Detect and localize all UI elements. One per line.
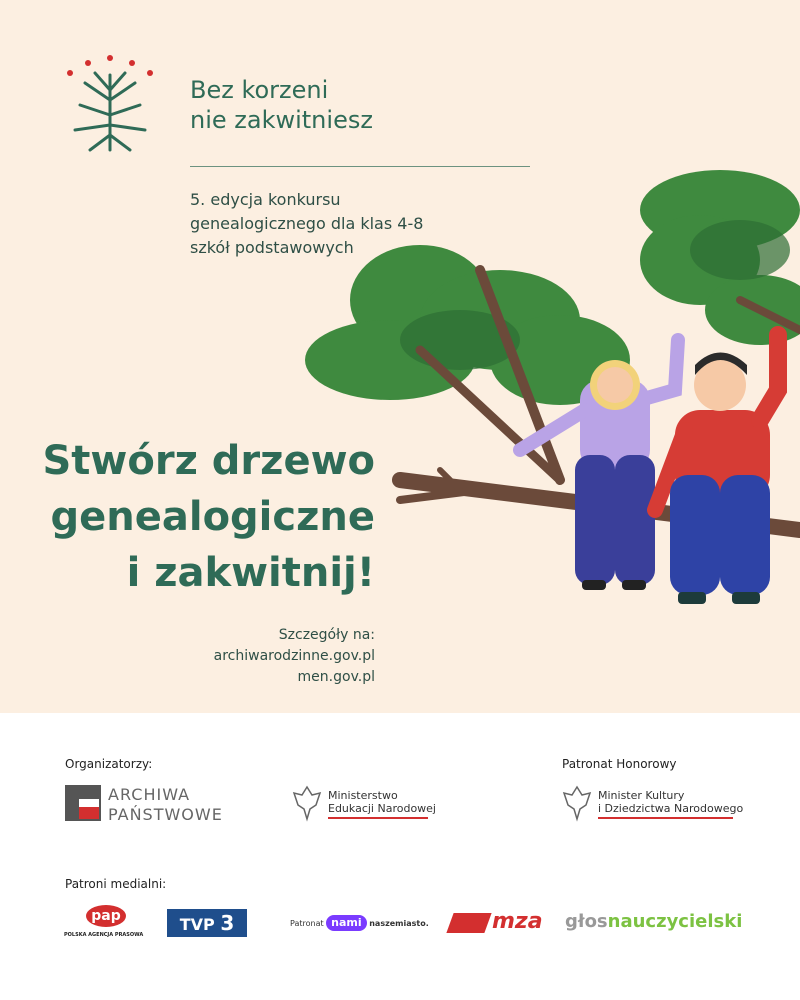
subtitle-line-1: 5. edycja konkursu: [190, 190, 341, 209]
nami-suffix: naszemiasto.: [369, 919, 429, 928]
nami-badge: nami: [326, 915, 367, 931]
headline-line-2: genealogiczne: [50, 494, 375, 540]
glos-logo: [565, 911, 742, 932]
eagle-icon: [292, 783, 322, 823]
headline: [0, 433, 375, 601]
tree-illustration: [300, 160, 800, 620]
tvp3-logo: [167, 909, 247, 937]
pap-logo: pap: [86, 905, 126, 927]
nami-logo: [290, 915, 429, 932]
nami-prefix: Patronat: [290, 919, 324, 928]
mkidn-line-1: Minister Kultury: [598, 789, 685, 802]
subtitle-line-3: szkół podstawowych: [190, 238, 354, 257]
archiwa-logo-text: [108, 785, 223, 825]
logo-line-1: Bez korzeni: [190, 76, 329, 104]
details: [75, 625, 375, 688]
men-logo-text: [328, 789, 436, 819]
subtitle-line-2: genealogicznego dla klas 4-8: [190, 214, 424, 233]
honorary-label: Patronat Honorowy: [562, 757, 677, 771]
tvp-text: TVP: [179, 915, 215, 934]
glos-text: głos: [565, 911, 608, 932]
media-label: Patroni medialni:: [65, 877, 167, 891]
mkidn-line-2: i Dziedzictwa Narodowego: [598, 802, 744, 815]
mza-text: mza: [492, 909, 543, 934]
tvp-number: 3: [220, 911, 235, 935]
pap-subtitle: POLSKA AGENCJA PRASOWA: [64, 932, 144, 938]
headline-line-1: Stwórz drzewo: [42, 438, 375, 484]
eagle-icon-2: [562, 783, 592, 823]
logo-text: [190, 75, 373, 135]
men-line-1: Ministerstwo: [328, 789, 398, 802]
details-link-1[interactable]: archiwarodzinne.gov.pl: [213, 648, 375, 664]
details-label: Szczegóły na:: [278, 627, 375, 643]
archiwa-line-1: ARCHIWA: [108, 785, 191, 804]
mza-logo: [450, 911, 545, 935]
logo-line-2: nie zakwitniesz: [190, 106, 373, 134]
tree-logo-icon: [60, 55, 160, 155]
details-link-2[interactable]: men.gov.pl: [297, 669, 375, 685]
headline-line-3: i zakwitnij!: [126, 550, 375, 596]
sponsors-section: [0, 713, 800, 1000]
archiwa-logo-icon: [65, 785, 101, 821]
organizers-label: Organizatorzy:: [65, 757, 153, 771]
archiwa-line-2: PAŃSTWOWE: [108, 805, 223, 824]
mkidn-logo-text: [598, 789, 743, 819]
nauczycielski-text: nauczycielski: [607, 911, 743, 932]
men-line-2: Edukacji Narodowej: [328, 802, 436, 815]
